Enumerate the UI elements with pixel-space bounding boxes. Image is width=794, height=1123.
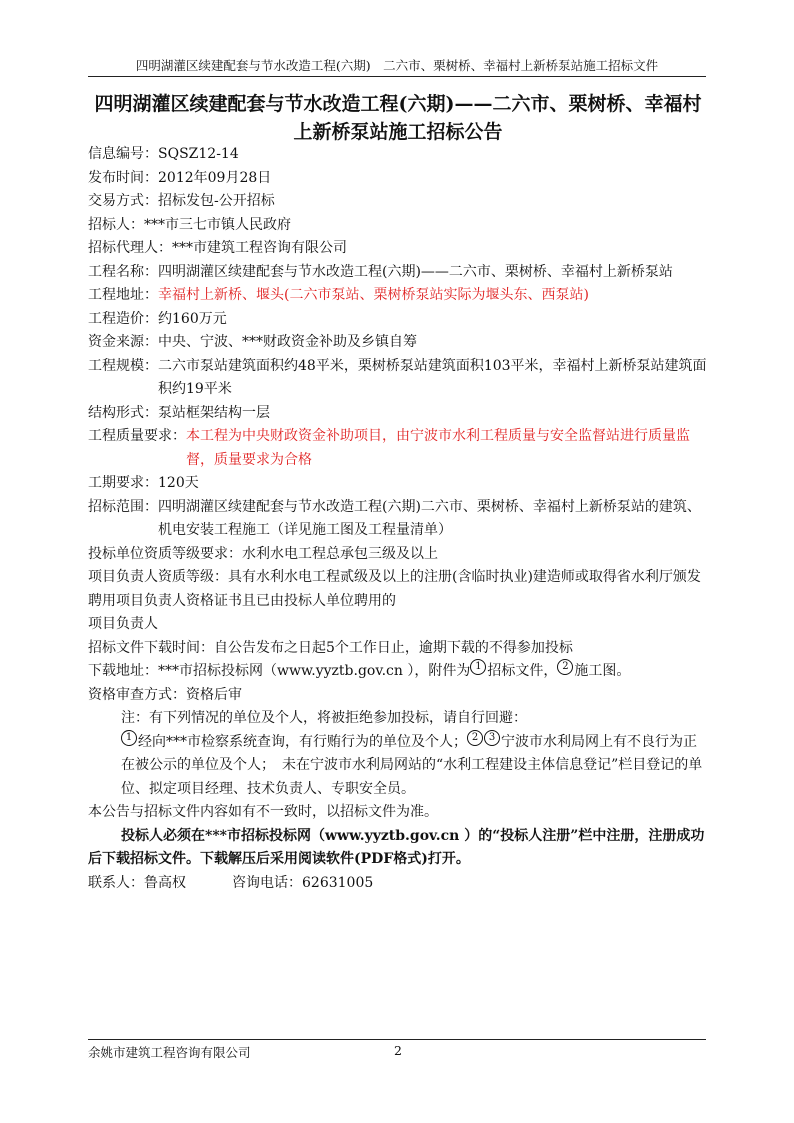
list-number-3: 3 xyxy=(484,730,500,746)
quality-row xyxy=(88,425,710,472)
note-intro: 注：有下列情况的单位及个人，将被拒绝参加投标，请自行回避： xyxy=(121,710,527,726)
project-address-label: 工程地址： xyxy=(88,287,158,303)
attachment-number-2: 2 xyxy=(557,659,573,675)
funding-label: 资金来源： xyxy=(88,334,158,350)
download-time-label: 招标文件下载时间： xyxy=(88,639,214,656)
download-address-label: 下载地址： xyxy=(88,663,158,679)
structure-label: 结构形式： xyxy=(88,404,158,421)
manager-tail: 项目负责人 xyxy=(88,616,158,632)
quality-label: 工程质量要求： xyxy=(88,428,186,444)
project-address-row xyxy=(88,284,710,308)
trade-mode-label: 交易方式： xyxy=(88,193,158,209)
tenderer-row xyxy=(88,214,710,238)
contact-name: 鲁高权 xyxy=(144,874,186,891)
scale-value: 二六市泵站建筑面积约48平米，栗树桥泵站建筑面积103平米，幸福村上新桥泵站建筑面积约19平米 xyxy=(158,357,707,397)
cost-value: 约160万元 xyxy=(158,310,227,327)
duration-label: 工期要求： xyxy=(88,475,158,491)
agent-label: 招标代理人： xyxy=(88,240,172,256)
agent-value: ***市建筑工程咨询有限公司 xyxy=(172,240,347,256)
duration-row xyxy=(88,472,710,496)
publish-time-value: 2012年09月28日 xyxy=(158,169,272,186)
structure-value: 泵站框架结构一层 xyxy=(158,404,270,421)
phone-number: 62631005 xyxy=(302,874,374,891)
agent-row xyxy=(88,237,710,261)
qualification-row xyxy=(88,543,710,567)
scope-value: 四明湖灌区续建配套与节水改造工程(六期)二六市、栗树桥、幸福村上新桥泵站的建筑、机电安装工程施工（详见施工图及工程量清单） xyxy=(158,498,701,538)
contact-label: 联系人： xyxy=(88,874,144,891)
registration-notice: 投标人必须在***市招标投标网（www.yyztb.gov.cn ）的“投标人注册”栏中注册，注册成功后下载招标文件。下载解压后采用阅读软件(PDF格式)打开。 xyxy=(88,827,705,867)
manager-qualification: 项目负责人资质等级：具有水利水电工程贰级及以上的注册(含临时执业)建造师或取得省水利厅颁发聘用项目负责人资格证书且已由投标人单位聘用的 xyxy=(88,569,701,609)
consistency-note: 本公告与招标文件内容如有不一致时，以招标文件为准。 xyxy=(88,804,438,820)
scope-label: 招标范围： xyxy=(88,498,158,515)
tenderer-label: 招标人： xyxy=(88,216,144,233)
download-site-text[interactable]: ***市招标投标网（www.yyztb.gov.cn ），附件为 xyxy=(158,663,471,679)
quality-value: 本工程为中央财政资金补助项目，由宁波市水利工程质量与安全监督站进行质量监督，质量要求为合格 xyxy=(186,428,690,468)
project-name-label: 工程名称： xyxy=(88,263,158,280)
attachment-tender-file[interactable]: 招标文件， xyxy=(487,663,558,679)
download-time-row xyxy=(88,637,710,661)
scale-row xyxy=(88,355,710,402)
duration-value: 120天 xyxy=(158,475,199,491)
review-value: 资格后审 xyxy=(186,686,242,703)
info-no-label: 信息编号： xyxy=(88,146,158,162)
tenderer-value: ***市三七市镇人民政府 xyxy=(144,216,291,233)
exclusion-item-3: 宁波市水利局网上有不良行为正在被公示的单位及个人； 未在宁波市水利局网站的“水利工程建设主体信息登记”栏目登记的单位、拟定项目经理、技术负责人、专职安全员。 xyxy=(121,733,703,797)
info-no-row xyxy=(88,143,710,167)
scope-row xyxy=(88,496,710,543)
footer-company: 余姚市建筑工程咨询有限公司 xyxy=(88,1045,251,1060)
page-footer xyxy=(88,1039,706,1061)
funding-value: 中央、宁波、***财政资金补助及乡镇自筹 xyxy=(158,334,417,350)
publish-time-row xyxy=(88,167,710,191)
project-name-row xyxy=(88,261,710,285)
qualification-label: 投标单位资质等级要求： xyxy=(88,545,242,562)
phone-label: 咨询电话： xyxy=(232,874,302,891)
page-header: 四明湖灌区续建配套与节水改造工程(六期) 二六市、栗树桥、幸福村上新桥泵站施工招标文件 xyxy=(88,56,706,77)
attachment-drawings[interactable]: 施工图。 xyxy=(574,663,631,679)
trade-mode-value: 招标发包-公开招标 xyxy=(158,193,275,209)
exclusion-list xyxy=(88,731,710,802)
review-row xyxy=(88,684,710,708)
cost-row xyxy=(88,308,710,332)
funding-row xyxy=(88,331,710,355)
announcement-body xyxy=(88,143,710,895)
list-number-2: 2 xyxy=(467,730,483,746)
structure-row xyxy=(88,402,710,426)
exclusion-item-1: 经向***市检察系统查询，有行贿行为的单位及个人； xyxy=(138,733,467,750)
publish-time-label: 发布时间： xyxy=(88,169,158,186)
project-address-value: 幸福村上新桥、堰头(二六市泵站、栗树桥泵站实际为堰头东、西泵站) xyxy=(158,287,589,303)
page-number: 2 xyxy=(394,1043,402,1058)
qualification-value: 水利水电工程总承包三级及以上 xyxy=(242,545,438,562)
list-number-1: 1 xyxy=(121,730,137,746)
contact-row xyxy=(88,872,710,896)
download-time-value: 自公告发布之日起5个工作日止，逾期下载的不得参加投标 xyxy=(214,639,573,656)
document-title: 四明湖灌区续建配套与节水改造工程(六期)——二六市、栗树桥、幸福村上新桥泵站施工招标公告 xyxy=(94,93,702,143)
trade-mode-row xyxy=(88,190,710,214)
info-no-value: SQSZ12-14 xyxy=(158,146,239,162)
attachment-number-1: 1 xyxy=(470,659,486,675)
cost-label: 工程造价： xyxy=(88,310,158,327)
project-name-value: 四明湖灌区续建配套与节水改造工程(六期)——二六市、栗树桥、幸福村上新桥泵站 xyxy=(158,263,673,280)
review-label: 资格审查方式： xyxy=(88,686,186,703)
scale-label: 工程规模： xyxy=(88,357,158,374)
download-address-row xyxy=(88,660,710,684)
